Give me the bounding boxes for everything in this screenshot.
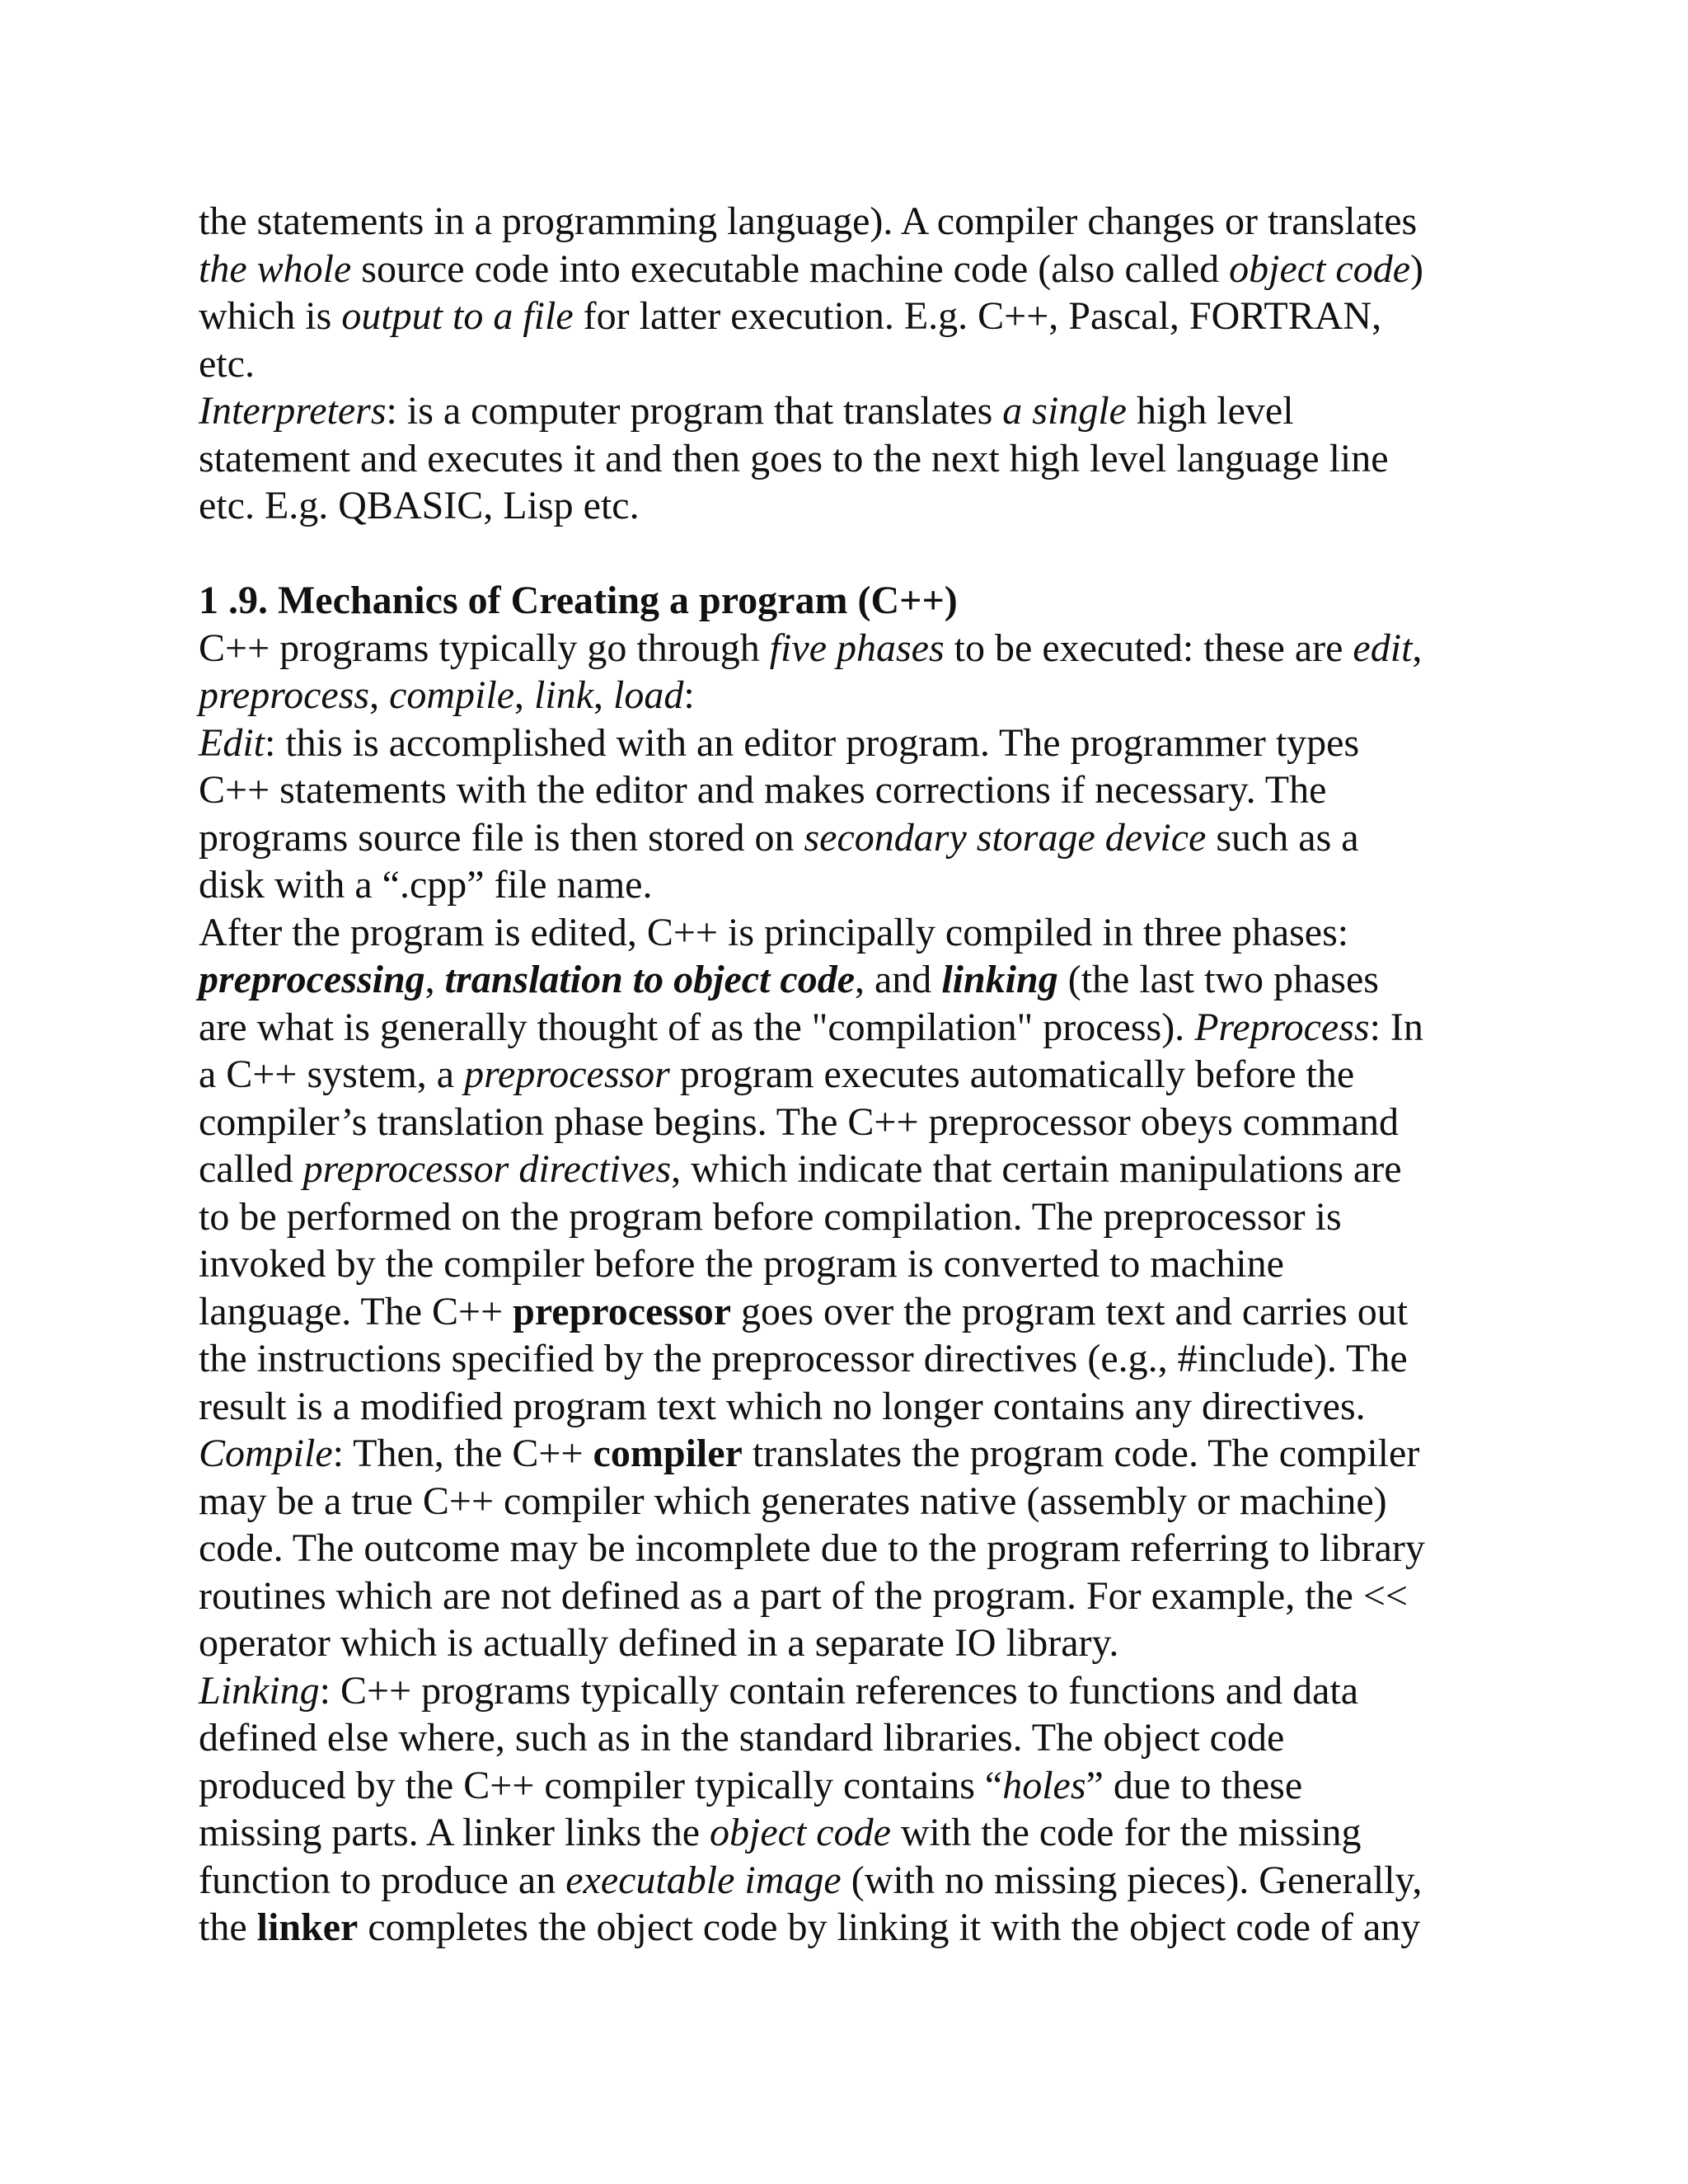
- text-run: ,: [514, 673, 535, 717]
- text-run: , which indicate that certain manipulations are: [671, 1147, 1402, 1191]
- text-run: ” due to these: [1085, 1763, 1303, 1807]
- text-line: [199, 293, 1501, 340]
- text-run: the instructions specified by the preprocessor directives (e.g., #include). The: [199, 1337, 1408, 1380]
- text-run: which is: [199, 294, 342, 338]
- italic-run: Edit: [199, 720, 265, 765]
- italic-run: Preprocess: [1194, 1005, 1370, 1049]
- text-run: function to produce an: [199, 1858, 566, 1902]
- text-run: : this is accomplished with an editor program. The programmer types: [265, 720, 1360, 765]
- italic-run: Compile: [199, 1432, 333, 1475]
- text-line: [199, 1572, 1501, 1620]
- text-line: [199, 1904, 1501, 1952]
- text-run: C++ statements with the editor and makes corrections if necessary. The: [199, 768, 1327, 812]
- text-line: [199, 956, 1501, 1004]
- text-run: for latter execution. E.g. C++, Pascal, FORTRAN,: [573, 294, 1382, 338]
- italic-run: preprocessor directives: [302, 1147, 672, 1191]
- italic-run: Linking: [199, 1668, 320, 1713]
- text-line: [199, 1478, 1501, 1526]
- italic-run: object code: [1229, 246, 1411, 291]
- text-run: : In: [1369, 1005, 1423, 1049]
- text-run: such as a: [1206, 815, 1359, 860]
- text-run: programs source file is then stored on: [199, 815, 804, 860]
- text-run: : C++ programs typically contain references to functions and data: [319, 1668, 1359, 1713]
- text-line: [199, 340, 1501, 388]
- text-line: [199, 1383, 1501, 1431]
- italic-run: output to a file: [341, 294, 574, 338]
- text-line: [199, 814, 1501, 862]
- italic-run: the whole: [199, 246, 352, 291]
- text-run: a C++ system, a: [199, 1052, 465, 1096]
- italic-run: edit: [1353, 626, 1413, 670]
- text-run: , and: [855, 958, 942, 1001]
- text-line: [199, 1430, 1501, 1478]
- text-run: disk with a “.cpp” file name.: [199, 863, 653, 907]
- italic-run: secondary storage device: [804, 815, 1207, 860]
- text-run: (the last two phases: [1057, 958, 1379, 1001]
- text-run: ,: [593, 673, 614, 717]
- italic-run: executable image: [565, 1858, 842, 1902]
- text-run: : is a computer program that translates: [386, 389, 1003, 433]
- text-line: [199, 1335, 1501, 1383]
- italic-run: compile: [389, 673, 515, 717]
- text-line: [199, 435, 1501, 483]
- italic-run: five phases: [769, 626, 945, 670]
- text-run: called: [199, 1147, 303, 1191]
- text-run: etc.: [199, 341, 255, 386]
- italic-run: link: [534, 673, 594, 717]
- text-line: [199, 1288, 1501, 1336]
- text-line: [199, 1714, 1501, 1762]
- text-line: [199, 1051, 1501, 1099]
- text-line: [199, 719, 1501, 767]
- text-run: goes over the program text and carries out: [731, 1289, 1409, 1333]
- text-line: [199, 1193, 1501, 1241]
- text-run: result is a modified program text which no longer contains any directives.: [199, 1384, 1366, 1428]
- text-run: ,: [369, 673, 390, 717]
- text-run: source code into executable machine code (also called: [351, 246, 1230, 291]
- text-run: (with no missing pieces). Generally,: [841, 1858, 1423, 1902]
- bold-run: compiler: [593, 1432, 743, 1475]
- blank-line: [199, 530, 1501, 578]
- text-run: are what is generally thought of as the "compilation" process).: [199, 1005, 1195, 1049]
- text-run: may be a true C++ compiler which generates native (assembly or machine): [199, 1479, 1387, 1523]
- text-line: [199, 1146, 1501, 1193]
- text-line: [199, 198, 1501, 246]
- text-run: statement and executes it and then goes to the next high level language line: [199, 436, 1389, 480]
- text-run: program executes automatically before the: [669, 1052, 1355, 1096]
- text-line: [199, 1004, 1501, 1052]
- italic-run: a single: [1002, 389, 1127, 433]
- text-line: [199, 1809, 1501, 1857]
- text-run: ): [1410, 246, 1424, 291]
- text-line: [199, 1762, 1501, 1810]
- text-run: routines which are not defined as a part of the program. For example, the <<: [199, 1573, 1408, 1618]
- bold-italic-run: translation to object code: [444, 958, 855, 1001]
- text-run: operator which is actually defined in a separate IO library.: [199, 1621, 1119, 1665]
- text-line: [199, 909, 1501, 957]
- text-line: [199, 1240, 1501, 1288]
- text-run: produced by the C++ compiler typically contains “: [199, 1763, 1003, 1807]
- text-line: [199, 672, 1501, 719]
- text-run: compiler’s translation phase begins. The C++ preprocessor obeys command: [199, 1099, 1400, 1144]
- text-run: code. The outcome may be incomplete due to the program referring to library: [199, 1526, 1425, 1570]
- text-run: C++ programs typically go through: [199, 626, 770, 670]
- text-line: [199, 1667, 1501, 1715]
- text-line: [199, 625, 1501, 673]
- text-line: [199, 1619, 1501, 1667]
- section-heading: 1 .9. Mechanics of Creating a program (C++): [199, 579, 958, 622]
- text-run: with the code for the missing: [890, 1811, 1362, 1854]
- text-run: defined else where, such as in the standard libraries. The object code: [199, 1716, 1285, 1760]
- text-line: [199, 1099, 1501, 1146]
- text-line: [199, 766, 1501, 814]
- italic-run: preprocessor: [464, 1052, 670, 1096]
- text-run: to be executed: these are: [944, 626, 1353, 670]
- text-run: :: [683, 673, 695, 717]
- text-run: completes the object code by linking it with the object code of any: [358, 1905, 1421, 1949]
- bold-run: preprocessor: [513, 1289, 732, 1333]
- bold-italic-run: preprocessing: [199, 958, 425, 1001]
- text-run: missing parts. A linker links the: [199, 1811, 710, 1854]
- bold-run: linker: [256, 1905, 359, 1949]
- italic-run: load: [613, 673, 684, 717]
- text-run: ,: [424, 958, 445, 1001]
- text-line: [199, 246, 1501, 293]
- text-line: [199, 861, 1501, 909]
- text-run: etc. E.g. QBASIC, Lisp etc.: [199, 484, 640, 527]
- text-run: the: [199, 1905, 257, 1949]
- italic-run: object code: [710, 1811, 891, 1854]
- text-run: ,: [1412, 626, 1423, 670]
- text-run: high level: [1126, 389, 1294, 433]
- italic-run: preprocess: [199, 673, 370, 717]
- text-run: invoked by the compiler before the program is converted to machine: [199, 1242, 1284, 1286]
- document-page: [199, 198, 1501, 1952]
- text-line: [199, 1525, 1501, 1572]
- italic-run: holes: [1002, 1763, 1086, 1807]
- text-run: After the program is edited, C++ is principally compiled in three phases:: [199, 910, 1349, 954]
- text-run: to be performed on the program before compilation. The preprocessor is: [199, 1194, 1342, 1239]
- bold-italic-run: linking: [941, 958, 1058, 1001]
- text-line: [199, 1857, 1501, 1905]
- text-line: [199, 387, 1501, 435]
- text-run: translates the program code. The compiler: [742, 1432, 1420, 1475]
- text-line: [199, 482, 1501, 530]
- text-run: : Then, the C++: [332, 1432, 593, 1475]
- text-run: the statements in a programming language). A compiler changes or translates: [199, 199, 1418, 243]
- text-run: language. The C++: [199, 1289, 513, 1333]
- italic-run: Interpreters: [199, 389, 387, 433]
